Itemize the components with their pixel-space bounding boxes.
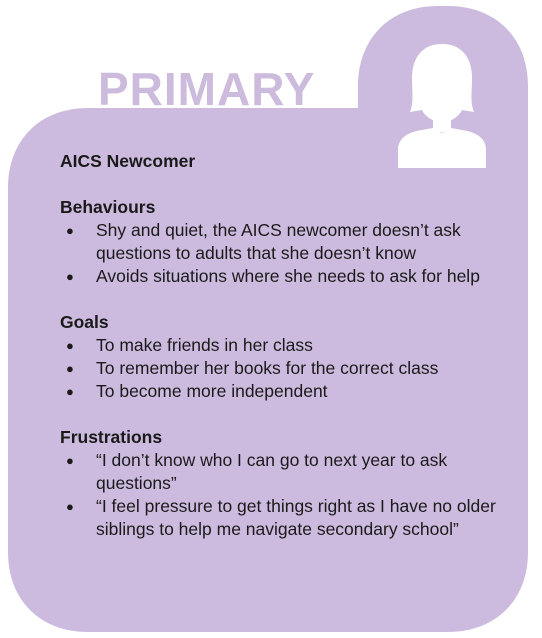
persona-details <box>60 150 500 564</box>
list-item: ● Shy and quiet, the AICS newcomer doesn’t ask questions to adults that she doesn’t know <box>60 219 500 265</box>
female-user-silhouette-icon <box>392 40 492 168</box>
list-item: ● Avoids situations where she needs to ask for help <box>60 265 500 288</box>
section-heading: Frustrations <box>60 427 163 447</box>
list-item: ● “I don’t know who I can go to next year to ask questions” <box>60 449 500 495</box>
frustrations-section <box>60 426 500 541</box>
section-heading: Goals <box>60 312 109 332</box>
persona-name: AICS Newcomer <box>60 151 196 171</box>
goals-section <box>60 311 500 403</box>
list-item: ● “I feel pressure to get things right as I have no older siblings to help me navigate secondary school” <box>60 495 500 541</box>
bullet-list <box>60 334 500 403</box>
list-item: ● To make friends in her class <box>60 334 500 357</box>
list-item: ● To remember her books for the correct class <box>60 357 500 380</box>
bullet-list <box>60 219 500 288</box>
behaviours-section <box>60 196 500 288</box>
list-item: ● To become more independent <box>60 380 500 403</box>
section-heading: Behaviours <box>60 197 156 217</box>
persona-category-title: PRIMARY <box>98 63 316 115</box>
bullet-list <box>60 449 500 541</box>
